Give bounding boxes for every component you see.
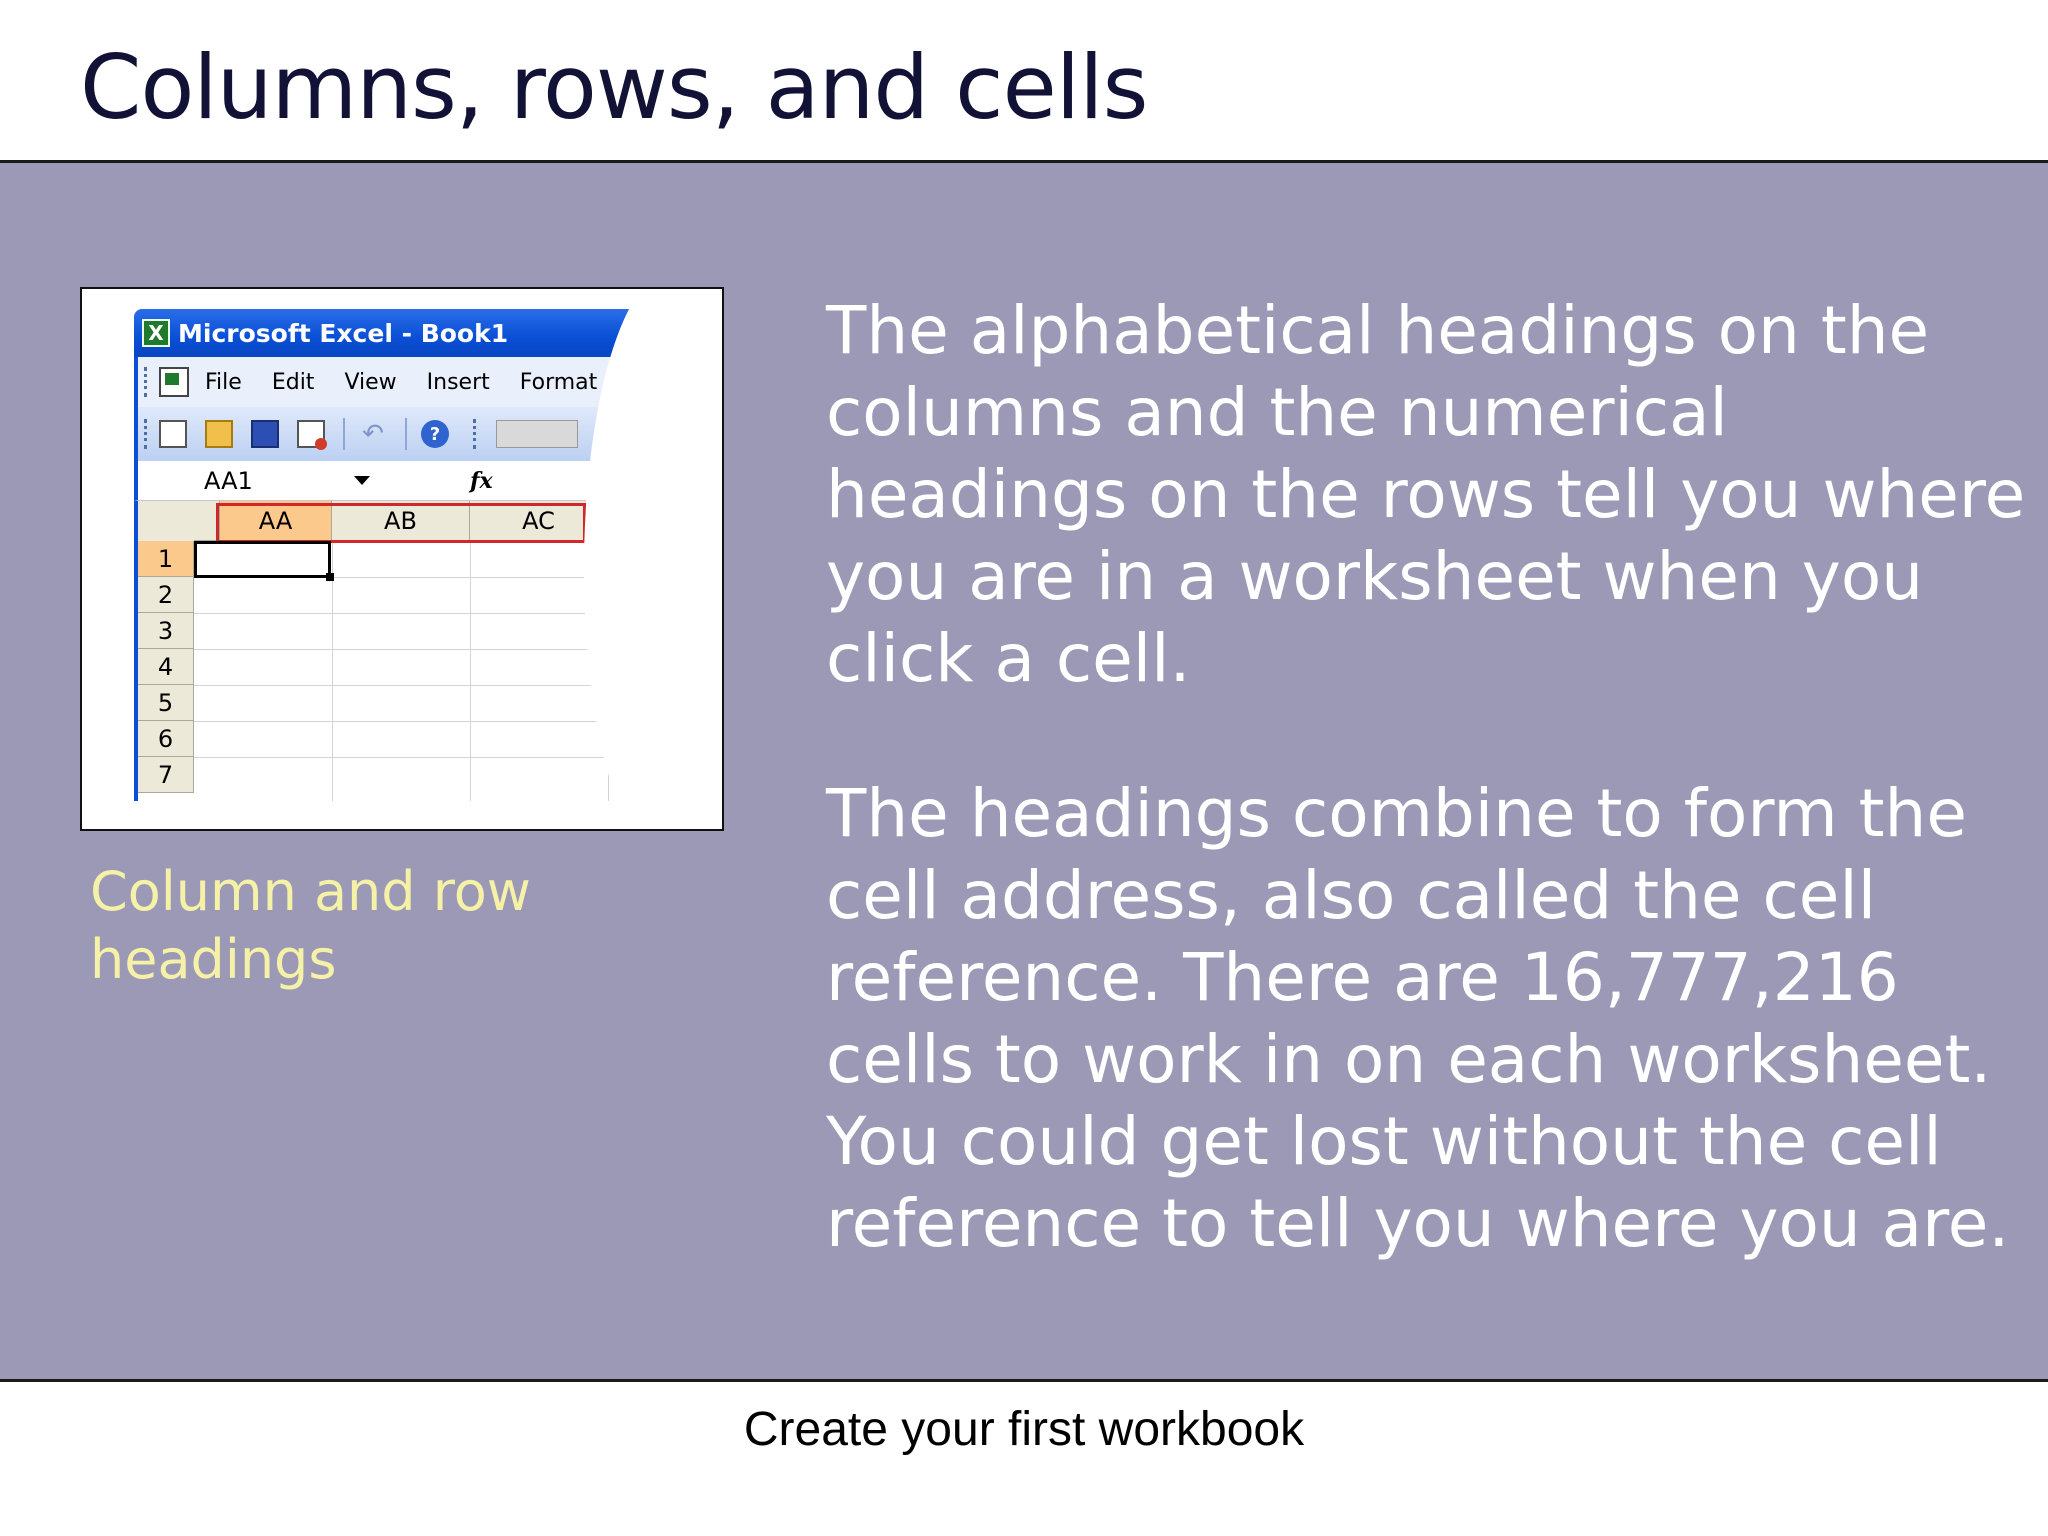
menu-insert[interactable]: Insert	[426, 369, 490, 395]
column-heading-highlight	[216, 503, 586, 543]
slide-body	[826, 290, 2026, 1338]
excel-title-bar	[134, 309, 654, 357]
name-box[interactable]: AA1	[204, 466, 253, 495]
grid-line	[194, 685, 654, 686]
workbook-icon	[159, 367, 189, 397]
fill-handle[interactable]	[326, 573, 334, 581]
worksheet-grid	[134, 501, 654, 801]
row-header-2[interactable]: 2	[138, 577, 194, 613]
excel-logo-icon: X	[142, 319, 170, 347]
menu-format[interactable]: Format	[519, 369, 598, 395]
row-header-1[interactable]: 1	[138, 541, 194, 577]
body-paragraph-1: The alphabetical headings on the columns and the numerical headings on the rows tell you where you are in a worksheet when you click a cell.	[826, 292, 2026, 697]
menu-file[interactable]: File	[205, 369, 242, 395]
help-icon[interactable]: ?	[421, 420, 449, 448]
toolbar-grip-icon	[144, 419, 153, 449]
grid-line	[470, 541, 471, 801]
formula-bar	[134, 461, 654, 501]
column-header-ab[interactable]: AB	[332, 501, 470, 541]
new-icon[interactable]	[159, 420, 187, 448]
grid-line	[194, 757, 654, 758]
bottom-divider	[0, 1379, 2048, 1382]
toolbar-separator	[343, 418, 345, 450]
chevron-down-icon[interactable]	[354, 476, 370, 485]
body-paragraph-2: The headings combine to form the cell address, also called the cell reference. There are 16,777,216 cells to work in on each worksheet. You could get lost without the cell reference to tell you where you are.	[826, 775, 2010, 1262]
row-header-6[interactable]: 6	[138, 721, 194, 757]
menu-grip-icon	[144, 367, 153, 397]
active-cell-aa1[interactable]	[194, 541, 331, 578]
column-header-aa[interactable]: AA	[220, 501, 332, 541]
excel-toolbar	[134, 407, 654, 461]
row-header-7[interactable]: 7	[138, 757, 194, 793]
function-icon[interactable]: fx	[470, 467, 493, 494]
menu-view[interactable]: View	[344, 369, 397, 395]
menu-edit[interactable]: Edit	[271, 369, 315, 395]
toolbar-separator	[405, 418, 407, 450]
slide-title: Columns, rows, and cells	[80, 36, 1148, 139]
image-caption: Column and row headings	[90, 860, 531, 991]
select-all-corner[interactable]	[138, 501, 195, 542]
toolbar-grip-icon	[473, 419, 482, 449]
excel-screenshot-frame	[80, 287, 724, 831]
row-header-4[interactable]: 4	[138, 649, 194, 685]
column-header-ac[interactable]: AC	[470, 501, 608, 541]
save-icon[interactable]	[251, 420, 279, 448]
excel-window	[134, 309, 654, 801]
toolbar-input-field[interactable]	[496, 420, 578, 448]
undo-icon[interactable]: ↶	[362, 419, 384, 449]
excel-window-title: Microsoft Excel - Book1	[178, 318, 509, 348]
grid-line	[194, 721, 654, 722]
excel-menu-bar	[134, 357, 654, 407]
grid-line	[194, 649, 654, 650]
slide-footer: Create your first workbook	[743, 1403, 1305, 1456]
row-header-5[interactable]: 5	[138, 685, 194, 721]
print-preview-icon[interactable]	[297, 420, 325, 448]
open-icon[interactable]	[205, 420, 233, 448]
row-header-3[interactable]: 3	[138, 613, 194, 649]
